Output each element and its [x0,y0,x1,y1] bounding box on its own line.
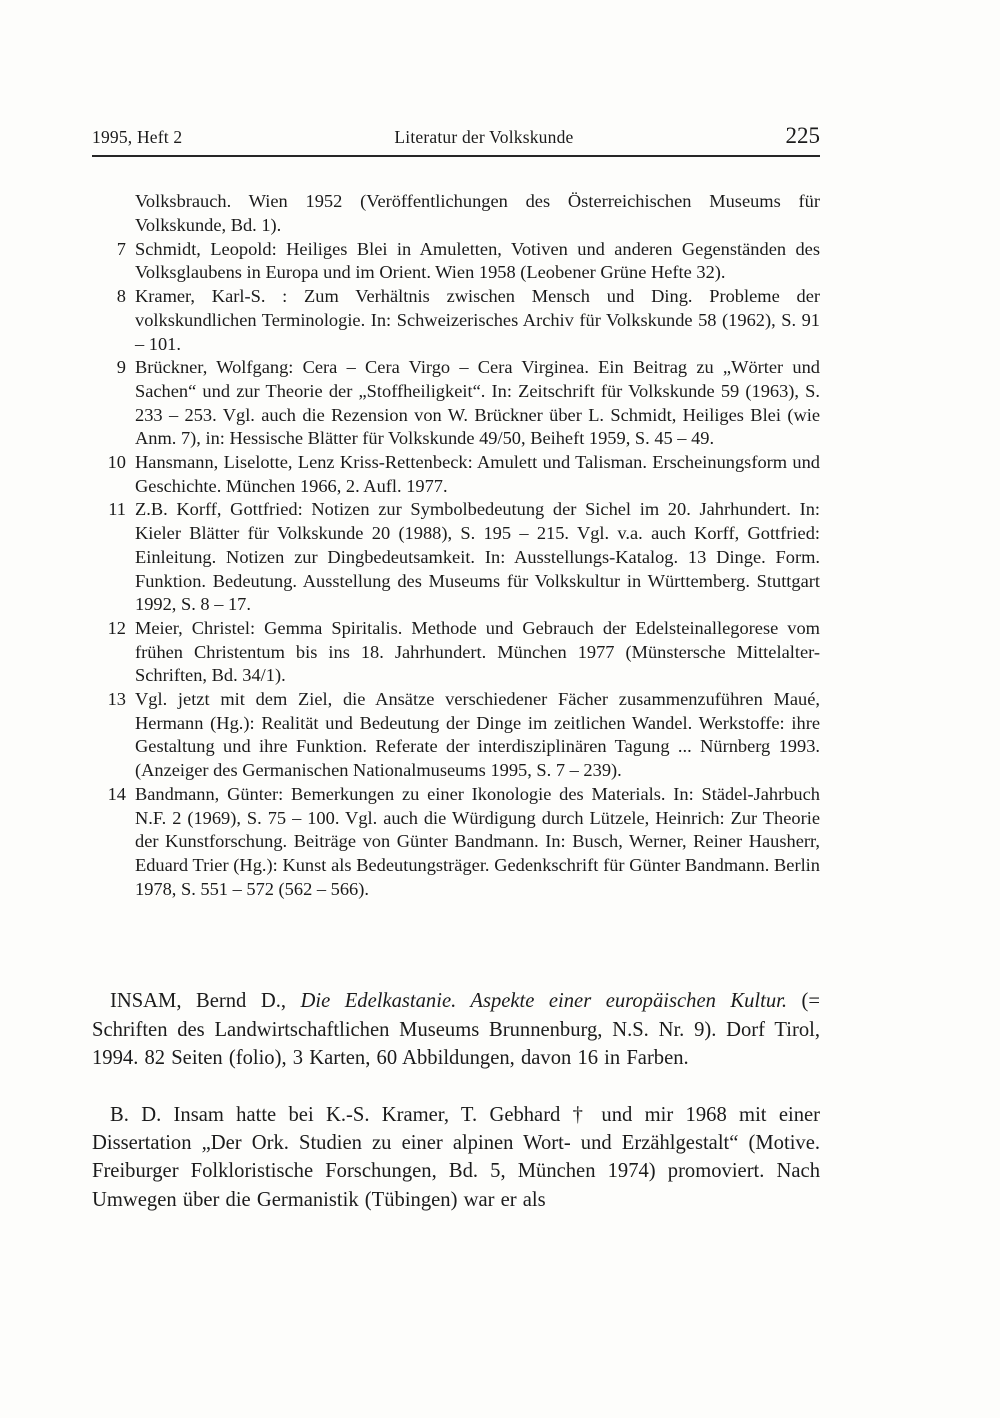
review-author: INSAM, Bernd D., [110,990,301,1013]
footnote-text: Kramer, Karl-S. : Zum Verhältnis zwischen Mensch und Ding. Probleme der volkskundlichen Terminologie. In: Schweizerisches Archiv für Volkskunde 58 (1962), S. 91 – 101. [135,286,820,354]
header-running-title: Literatur der Volkskunde [394,127,574,147]
header-issue: 1995, Heft 2 [92,127,183,147]
review-title: Die Edelkastanie. Aspekte einer europäischen Kultur. [300,990,788,1013]
footnote-number: 7 [116,238,126,259]
footnote-number: 9 [116,357,126,378]
footnote-text: Brückner, Wolfgang: Cera – Cera Virgo – Cera Virginea. Ein Beitrag zu „Wörter und Sachen“ und zur Theorie der „Stoffheiligkeit“. In: Zeitschrift für Volkskunde 59 (1963), S. 233 – 253. Vgl. auch die Rezension von W. Brückner über L. Schmidt, Heiliges Blei (wie Anm. 7), in: Hessische Blätter für Volkskunde 49/50, Beiheft 1959, S. 45 – 49. [135,357,820,449]
page-header [92,123,820,148]
review-paragraph: B. D. Insam hatte bei K.-S. Kramer, T. Gebhard † und mir 1968 mit einer Dissertation „Der Ork. Studien zu einer alpinen Wort- und Erzählgestalt“ (Motive. Freiburger Folkloristische Forschungen, Bd. 5, München 1974) promoviert. Nach Umwegen über die Germanistik (Tübingen) war er als [92,1104,820,1211]
footnote-item [92,498,820,617]
footnote-item [92,238,820,285]
footnote-text: Schmidt, Leopold: Heiliges Blei in Amuletten, Votiven und anderen Gegenständen des Volksglaubens in Europa und im Orient. Wien 1958 (Leobener Grüne Hefte 32). [135,238,820,283]
review-bibliographic-details: (= Schriften des Landwirtschaftlichen Museums Brunnenburg, N.S. Nr. 9). Dorf Tirol, 1994. 82 Seiten (folio), 3 Karten, 60 Abbildungen, davon 16 in Farben. [92,990,820,1069]
footnote-number [92,190,135,237]
footnote-item [92,783,820,902]
header-page-number: 225 [785,123,820,148]
footnote-text: Z.B. Korff, Gottfried: Notizen zur Symbolbedeutung der Sichel im 20. Jahrhundert. In: Kieler Blätter für Volkskunde 20 (1988), S. 195 – 215. Vgl. v.a. auch Korff, Gottfried: Einleitung. Notizen zur Dingbedeutsamkeit. In: Ausstellungs-Katalog. 13 Dinge. Form. Funktion. Bedeutung. Ausstellung des Museums für Volkskultur in Württemberg. Stuttgart 1992, S. 8 – 17. [135,499,820,615]
footnote-item [92,451,820,498]
footnote-text: Vgl. jetzt mit dem Ziel, die Ansätze verschiedener Fächer zusammenzuführen Maué, Hermann (Hg.): Realität und Bedeutung der Dinge im zeitlichen Wandel. Werkstoffe: ihre Gestaltung und ihre Funktion. Referate der interdisziplinären Tagung ... Nürnberg 1993. (Anzeiger des Germanischen Nationalmuseums 1995, S. 7 – 239). [135,689,820,781]
footnote-list [92,190,820,901]
book-review [92,987,820,1213]
footnote-text: Volksbrauch. Wien 1952 (Veröffentlichungen des Österreichischen Museums für Volkskunde, Bd. 1). [135,191,820,235]
footnote-number: 10 [107,452,126,473]
footnote-number: 14 [107,783,126,804]
footnote-item [92,356,820,451]
footnote-number: 12 [107,617,126,638]
header-rule [92,155,820,157]
footnote-item [92,190,820,237]
footnote-text: Meier, Christel: Gemma Spiritalis. Methode und Gebrauch der Edelsteinallegorese vom frühen Christentum bis ins 18. Jahrhundert. München 1977 (Münstersche Mittelalter-Schriften, Bd. 34/1). [135,617,820,686]
footnote-item [92,617,820,688]
footnote-text: Hansmann, Liselotte, Lenz Kriss-Rettenbeck: Amulett und Talisman. Erscheinungsform und Geschichte. München 1966, 2. Aufl. 1977. [135,452,820,496]
review-heading [92,987,820,1072]
footnote-text: Bandmann, Günter: Bemerkungen zu einer Ikonologie des Materials. In: Städel-Jahrbuch N.F. 2 (1969), S. 75 – 100. Vgl. auch die Würdigung durch Lützele, Heinrich: Zur Theorie der Kunstforschung. Beiträge von Günter Bandmann. In: Busch, Werner, Reiner Hausherr, Eduard Trier (Hg.): Kunst als Bedeutungsträger. Gedenkschrift für Günter Bandmann. Berlin 1978, S. 551 – 572 (562 – 566). [135,783,820,899]
footnote-number: 13 [107,689,126,710]
footnote-item [92,285,820,356]
footnote-number: 11 [108,499,126,520]
footnote-number: 8 [116,286,126,307]
footnote-item [92,688,820,783]
